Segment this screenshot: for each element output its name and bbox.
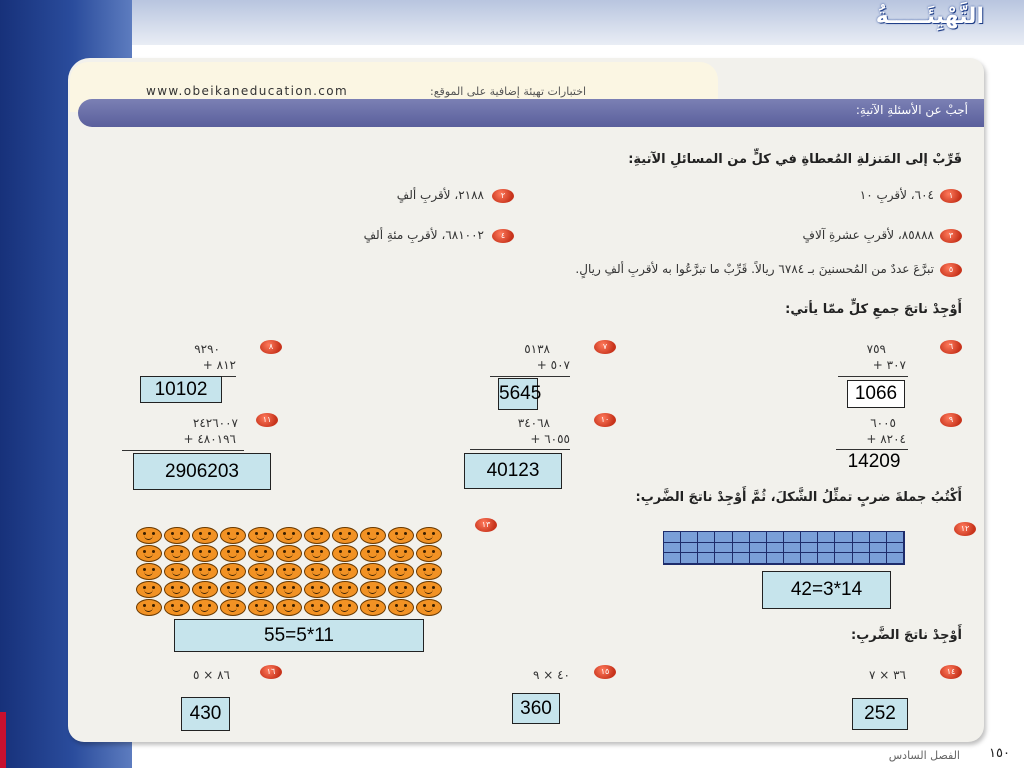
smiley-face-icon	[164, 581, 190, 598]
answer-box: 2906203	[133, 453, 271, 490]
smiley-face-icon	[136, 545, 162, 562]
smiley-face-icon	[360, 581, 386, 598]
smiley-face-icon	[192, 599, 218, 616]
question-text: تبرَّعَ عددٌ من المُحسنينَ بـ ٦٧٨٤ ريالاً. قَرِّبْ ما تبرَّعُوا به لأقربِ ألفِ ريالٍ.	[575, 262, 934, 276]
question-badge: ٤	[492, 229, 514, 243]
smiley-face-icon	[220, 599, 246, 616]
addend-bottom: ٨٢٠٤ +	[866, 432, 906, 446]
smiley-face-icon	[276, 563, 302, 580]
smiley-face-icon	[332, 599, 358, 616]
addition-heading: أَوْجِدْ ناتجَ جمعِ كلٍّ ممّا يأتي:	[785, 302, 962, 317]
addend-top: ٩٢٩٠	[194, 342, 220, 356]
smiley-face-icon	[192, 527, 218, 544]
smiley-face-icon	[136, 527, 162, 544]
smiley-face-icon	[388, 527, 414, 544]
smiley-array	[136, 527, 448, 615]
smiley-face-icon	[388, 563, 414, 580]
answer-box: 55=5*11	[174, 619, 424, 652]
smiley-face-icon	[388, 545, 414, 562]
smiley-face-icon	[164, 527, 190, 544]
answer-box: 360	[512, 693, 560, 724]
answer-box: 42=3*14	[762, 571, 891, 609]
answer-box: 40123	[464, 453, 562, 489]
question-badge: ١	[940, 189, 962, 203]
question-badge: ١٠	[594, 413, 616, 427]
grid-model	[663, 531, 905, 565]
smiley-face-icon	[332, 527, 358, 544]
sum-rule	[838, 376, 908, 377]
addend-top: ٢٤٢٦٠٠٧	[192, 416, 238, 430]
smiley-face-icon	[276, 581, 302, 598]
section-title: التَّهْيِئَـــــةُ	[875, 4, 984, 29]
sum-rule	[122, 450, 244, 451]
answer-box: 10102	[140, 376, 222, 403]
question-badge: ١٣	[475, 518, 497, 532]
answer-box: 14209	[847, 451, 901, 472]
smiley-face-icon	[360, 545, 386, 562]
smiley-face-icon	[416, 545, 442, 562]
addend-bottom: ٨١٢ +	[202, 358, 236, 372]
sum-rule	[490, 376, 570, 377]
smiley-face-icon	[332, 563, 358, 580]
smiley-face-icon	[388, 599, 414, 616]
smiley-face-icon	[276, 599, 302, 616]
smiley-face-icon	[220, 563, 246, 580]
instruction-band	[78, 99, 984, 127]
smiley-face-icon	[192, 563, 218, 580]
smiley-face-icon	[248, 527, 274, 544]
question-badge: ٢	[492, 189, 514, 203]
smiley-face-icon	[136, 581, 162, 598]
addend-top: ٦٠٠٥	[870, 416, 896, 430]
rounding-heading: قَرِّبْ إلى المَنزلةِ المُعطاةِ في كلٍّ من المسائلِ الآتيةِ:	[628, 152, 962, 167]
smiley-face-icon	[416, 599, 442, 616]
question-text: ٦٠٤، لأقربِ ١٠	[859, 188, 934, 202]
product-expression: ٤٠ × ٩	[532, 668, 570, 682]
smiley-face-icon	[304, 527, 330, 544]
question-badge: ٦	[940, 340, 962, 354]
question-badge: ١١	[256, 413, 278, 427]
question-badge: ٩	[940, 413, 962, 427]
smiley-face-icon	[304, 599, 330, 616]
question-text: ٢١٨٨، لأقربِ ألفٍ	[396, 188, 484, 202]
answer-box: 252	[852, 698, 908, 730]
smiley-face-icon	[164, 599, 190, 616]
question-badge: ١٦	[260, 665, 282, 679]
question-text: ٨٥٨٨٨، لأقربِ عشرةِ آلافٍ	[802, 228, 934, 242]
addend-top: ٣٤٠٦٨	[517, 416, 550, 430]
smiley-face-icon	[276, 527, 302, 544]
smiley-face-icon	[360, 599, 386, 616]
smiley-face-icon	[304, 545, 330, 562]
smiley-face-icon	[164, 545, 190, 562]
smiley-face-icon	[220, 527, 246, 544]
addend-bottom: ٣٠٧ +	[872, 358, 906, 372]
question-badge: ٧	[594, 340, 616, 354]
chapter-label: الفصل السادس	[888, 749, 960, 762]
product-expression: ٣٦ × ٧	[868, 668, 906, 682]
smiley-face-icon	[220, 581, 246, 598]
smiley-face-icon	[416, 527, 442, 544]
smiley-face-icon	[304, 581, 330, 598]
smiley-face-icon	[304, 563, 330, 580]
question-badge: ٥	[940, 263, 962, 277]
smiley-face-icon	[136, 599, 162, 616]
addend-top: ٧٥٩	[866, 342, 886, 356]
smiley-face-icon	[220, 545, 246, 562]
smiley-face-icon	[416, 581, 442, 598]
smiley-face-icon	[136, 563, 162, 580]
smiley-face-icon	[332, 581, 358, 598]
question-badge: ١٥	[594, 665, 616, 679]
smiley-face-icon	[416, 563, 442, 580]
smiley-face-icon	[276, 545, 302, 562]
smiley-face-icon	[248, 581, 274, 598]
addend-bottom: ٥٠٧ +	[536, 358, 570, 372]
product-expression: ٨٦ × ٥	[192, 668, 230, 682]
smiley-face-icon	[192, 581, 218, 598]
smiley-face-icon	[248, 563, 274, 580]
addend-top: ٥١٣٨	[524, 342, 550, 356]
addend-bottom: ٤٨٠١٩٦ +	[183, 432, 236, 446]
smiley-face-icon	[248, 545, 274, 562]
sum-rule	[470, 449, 570, 450]
smiley-face-icon	[360, 563, 386, 580]
smiley-face-icon	[388, 581, 414, 598]
answer-box: 430	[181, 697, 230, 731]
instruction-band-text: أجبْ عن الأسئلةِ الآتيةِ:	[855, 103, 968, 117]
question-badge: ١٢	[954, 522, 976, 536]
question-text: ٦٨١٠٠٢، لأقربِ مئةِ ألفٍ	[363, 228, 484, 242]
answer-box: 5645	[498, 378, 538, 410]
addend-bottom: ٦٠٥٥ +	[530, 432, 570, 446]
smiley-face-icon	[332, 545, 358, 562]
question-badge: ٨	[260, 340, 282, 354]
smiley-face-icon	[164, 563, 190, 580]
answer-box: 1066	[847, 380, 905, 408]
product-heading: أَوْجِدْ ناتجَ الضَّربِ:	[851, 628, 962, 643]
multiplication-sentence-heading: أَكْتُبُ جملةَ ضربٍ تمثِّلُ الشَّكلَ، ثُمَّ أَوْجِدْ ناتجَ الضَّربِ:	[635, 490, 962, 505]
website-note: اختبارات تهيئة إضافية على الموقع:	[430, 85, 587, 98]
page-number: ١٥٠	[989, 746, 1010, 761]
smiley-face-icon	[192, 545, 218, 562]
question-badge: ١٤	[940, 665, 962, 679]
question-badge: ٣	[940, 229, 962, 243]
red-edge-mark	[0, 712, 6, 768]
smiley-face-icon	[248, 599, 274, 616]
smiley-face-icon	[360, 527, 386, 544]
website-url[interactable]: www.obeikaneducation.com	[146, 84, 349, 98]
